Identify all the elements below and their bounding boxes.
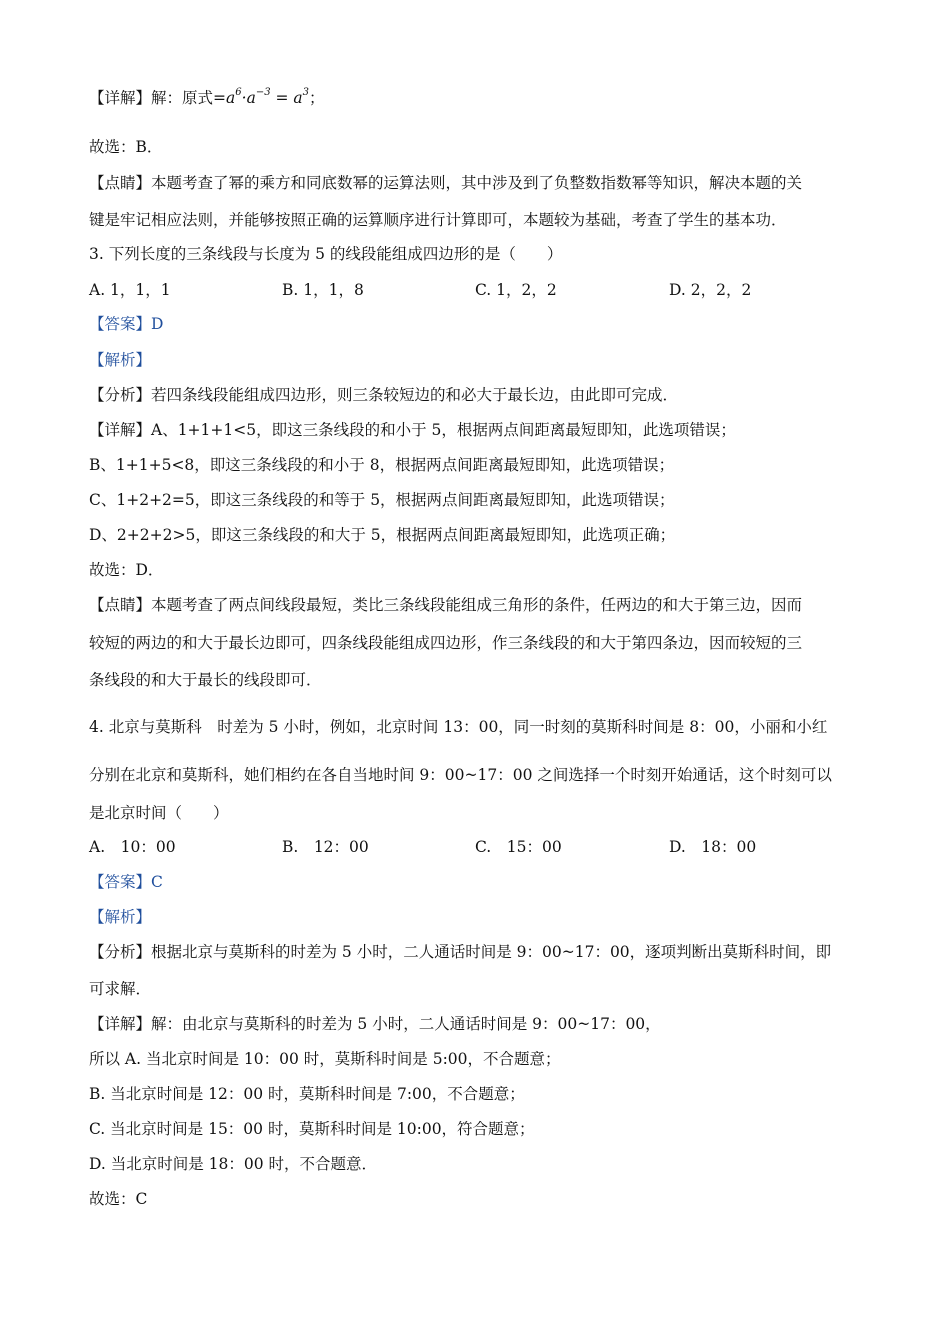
q4-question-2: 分别在北京和莫斯科，她们相约在各自当地时间 9：00~17：00 之间选择一个时刻开始通话，这个时刻可以	[89, 766, 832, 784]
q4-detail-5: D. 当北京时间是 18：00 时，不合题意．	[89, 1155, 378, 1173]
detail-formula-line: 【详解】解：原式$=a^6\cdot a^{-3} = a^3$；	[89, 87, 325, 107]
q4-detail-4: C. 当北京时间是 15：00 时，莫斯科时间是 10:00，符合题意；	[89, 1120, 535, 1138]
comment-line-1: 【点睛】本题考查了幂的乘方和同底数幂的运算法则，其中涉及到了负整数指数幂等知识，解决本题的关	[89, 174, 803, 192]
q4-question-3: 是北京时间（ ）	[89, 804, 229, 822]
detail-prefix: 【详解】解：原式=	[89, 89, 226, 107]
formula: $a^6\cdot a^{-3} = a^3$	[226, 87, 310, 107]
q4-option-d: D. 18：00	[669, 838, 757, 856]
q3-option-c: C. 1，2，2	[475, 281, 557, 299]
q3-detail-d: D、2+2+2>5，即这三条线段的和大于 5，根据两点间距离最短即知，此选项正确；	[89, 526, 676, 544]
q3-choose: 故选：D．	[89, 561, 164, 579]
q4-analysis-label: 【解析】	[89, 908, 152, 926]
q3-analysis-label: 【解析】	[89, 351, 152, 369]
q4-answer: 【答案】C	[89, 873, 163, 891]
q3-comment-3: 条线段的和大于最长的线段即可．	[89, 671, 322, 689]
q3-option-a: A. 1，1，1	[89, 281, 171, 299]
q3-options	[89, 280, 869, 300]
q3-option-d: D. 2，2，2	[669, 281, 752, 299]
q3-option-b: B. 1，1，8	[282, 281, 364, 299]
q4-option-c: C. 15：00	[475, 838, 562, 856]
q4-detail-2: 所以 A. 当北京时间是 10：00 时，莫斯科时间是 5:00，不合题意；	[89, 1050, 561, 1068]
q4-question-1: 4. 北京与莫斯科 时差为 5 小时，例如，北京时间 13：00，同一时刻的莫斯科时间是 8：00，小丽和小红	[89, 718, 828, 736]
q3-detail-b: B、1+1+5<8，即这三条线段的和小于 8，根据两点间距离最短即知，此选项错误；	[89, 456, 675, 474]
q3-detail-c: C、1+2+2=5，即这三条线段的和等于 5，根据两点间距离最短即知，此选项错误；	[89, 491, 675, 509]
q4-choose: 故选：C	[89, 1190, 148, 1208]
q3-analysis: 【分析】若四条线段能组成四边形，则三条较短边的和必大于最长边，由此即可完成．	[89, 386, 679, 404]
q4-options	[89, 837, 869, 857]
q3-answer: 【答案】D	[89, 315, 164, 333]
q4-option-b: B. 12：00	[282, 838, 369, 856]
comment-line-2: 键是牢记相应法则，并能够按照正确的运算顺序进行计算即可，本题较为基础，考查了学生的基本功．	[89, 211, 787, 229]
q3-detail-a: 【详解】A、1+1+1<5，即这三条线段的和小于 5，根据两点间距离最短即知，此选项错误；	[89, 421, 736, 439]
q4-detail-3: B. 当北京时间是 12：00 时，莫斯科时间是 7:00，不合题意；	[89, 1085, 525, 1103]
q3-comment-1: 【点睛】本题考查了两点间线段最短，类比三条线段能组成三角形的条件，任两边的和大于第三边，因而	[89, 596, 803, 614]
q3-comment-2: 较短的两边的和大于最长边即可，四条线段能组成四边形，作三条线段的和大于第四条边，因而较短的三	[89, 634, 803, 652]
q4-detail-1: 【详解】解：由北京与莫斯科的时差为 5 小时，二人通话时间是 9：00~17：00，	[89, 1015, 661, 1033]
q4-analysis-2: 可求解．	[89, 980, 152, 998]
choose-b: 故选：B．	[89, 138, 163, 156]
q3-question: 3. 下列长度的三条线段与长度为 5 的线段能组成四边形的是（ ）	[89, 245, 563, 263]
q4-option-a: A. 10：00	[89, 838, 176, 856]
q4-analysis-1: 【分析】根据北京与莫斯科的时差为 5 小时，二人通话时间是 9：00~17：00，逐项判断出莫斯科时间，即	[89, 943, 832, 961]
